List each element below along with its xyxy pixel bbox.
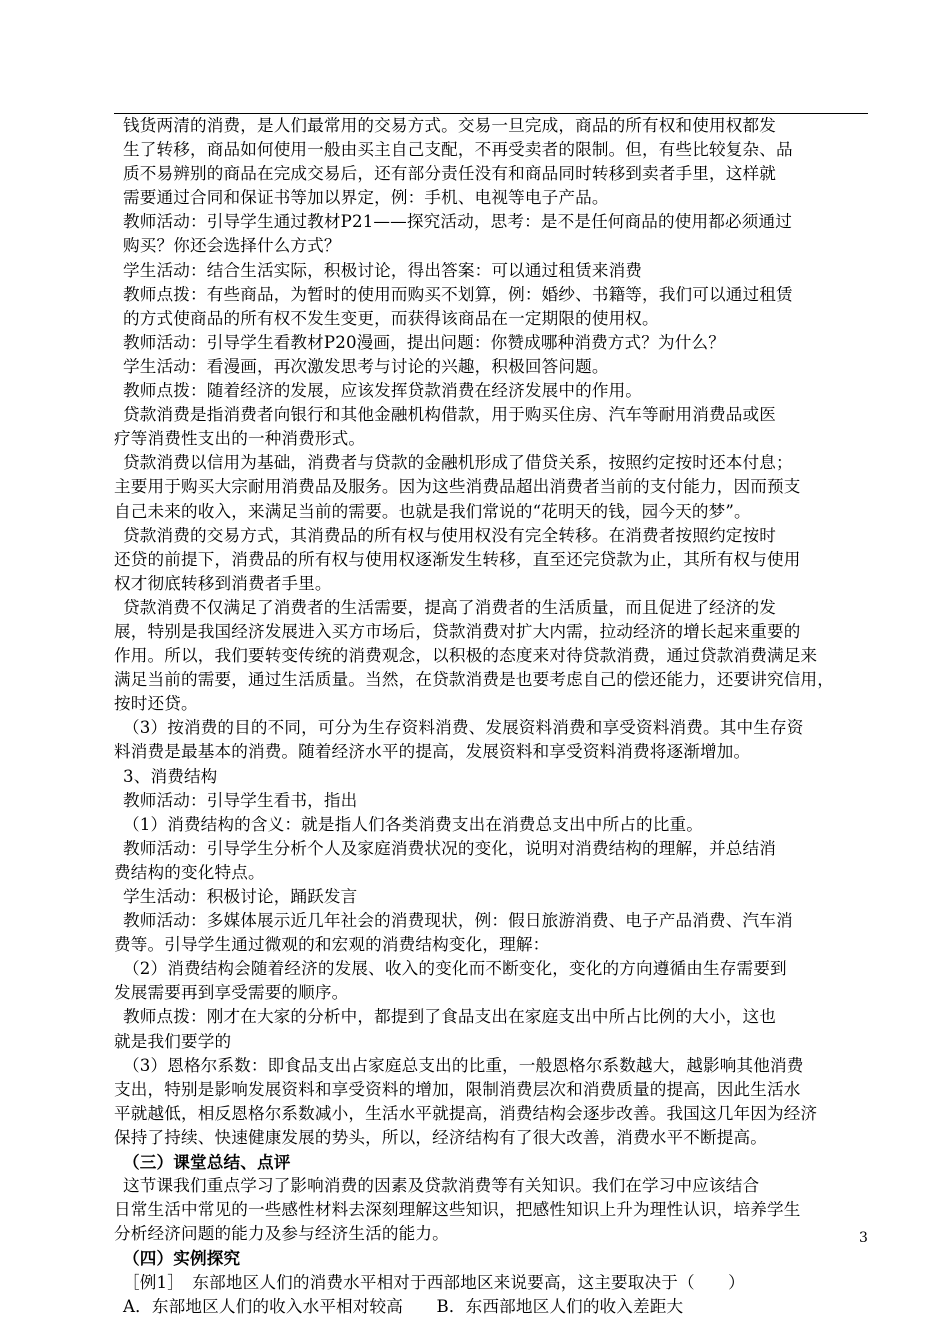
text-line: 教师活动：引导学生看书，指出: [123, 790, 358, 810]
text-line: 主要用于购买大宗耐用消费品及服务。因为这些消费品超出消费者当前的支付能力，因而预支: [114, 477, 801, 497]
text-line: 满足当前的需要，通过生活质量。当然，在贷款消费是也要考虑自己的偿还能力，还要讲究信用，: [114, 670, 834, 690]
section-heading-line: （三）课堂总结、点评: [123, 1152, 291, 1173]
text-line: 学生活动：结合生活实际，积极讨论，得出答案：可以通过租赁来消费: [123, 260, 643, 280]
text-line: ［例1］ 东部地区人们的消费水平相对于西部地区来说要高，这主要取决于（ ）: [123, 1272, 745, 1292]
text-line: 日常生活中常见的一些感性材料去深刻理解这些知识，把感性知识上升为理性认识，培养学生: [114, 1200, 801, 1220]
document-body: [114, 114, 868, 1319]
text-line: 贷款消费是指消费者向银行和其他金融机构借款，用于购买住房、汽车等耐用消费品或医: [123, 405, 777, 425]
text-line: （3）恩格尔系数：即食品支出占家庭总支出的比重，一般恩格尔系数越大，越影响其他消费: [123, 1055, 804, 1075]
text-line: 展，特别是我国经济发展进入买方市场后，贷款消费对扩大内需，拉动经济的增长起来重要的: [114, 621, 801, 641]
text-line: 贷款消费的交易方式，其消费品的所有权与使用权没有完全转移。在消费者按照约定按时: [123, 525, 777, 545]
text-line: 这节课我们重点学习了影响消费的因素及贷款消费等有关知识。我们在学习中应该结合: [123, 1176, 760, 1196]
text-line: （3）按消费的目的不同，可分为生存资料消费、发展资料消费和享受资料消费。其中生存资: [123, 718, 804, 738]
text-line: 教师点拨：有些商品，为暂时的使用而购买不划算，例：婚纱、书籍等，我们可以通过租赁: [123, 284, 793, 304]
text-line: （2）消费结构会随着经济的发展、收入的变化而不断变化，变化的方向遵循由生存需要到: [123, 959, 787, 979]
text-line: 料消费是最基本的消费。随着经济水平的提高，发展资料和享受资料消费将逐渐增加。: [114, 742, 751, 762]
text-line: 还贷的前提下，消费品的所有权与使用权逐渐发生转移，直至还完贷款为止，其所有权与使用: [114, 549, 801, 569]
text-line: 就是我们要学的: [114, 1031, 232, 1051]
text-line: 生了转移，商品如何使用一般由买主自己支配，不再受卖者的限制。但，有些比较复杂、品: [123, 140, 793, 160]
text-line: 作用。所以，我们要转变传统的消费观念，以积极的态度来对待贷款消费，通过贷款消费满足来: [114, 646, 818, 666]
text-line: 发展需要再到享受需要的顺序。: [114, 983, 349, 1003]
text-line: 费等。引导学生通过微观的和宏观的消费结构变化，理解：: [114, 935, 550, 955]
text-line: 教师点拨：刚才在大家的分析中，都提到了食品支出在家庭支出中所占比例的大小，这也: [123, 1007, 777, 1027]
text-line: 教师活动：引导学生通过教材P21——探究活动，思考：是不是任何商品的使用都必须通过: [123, 212, 792, 232]
text-line: 贷款消费不仅满足了消费者的生活需要，提高了消费者的生活质量，而且促进了经济的发: [123, 597, 777, 617]
text-line: 保持了持续、快速健康发展的势头，所以，经济结构有了很大改善，消费水平不断提高。: [114, 1127, 768, 1147]
text-line: 贷款消费以信用为基础，消费者与贷款的金融机形成了借贷关系，按照约定按时还本付息；: [123, 453, 793, 473]
text-line: 的方式使商品的所有权不发生变更，而获得该商品在一定期限的使用权。: [123, 308, 659, 328]
text-line: 学生活动：看漫画，再次激发思考与讨论的兴趣，积极回答问题。: [123, 356, 609, 376]
text-line: 质不易辨别的商品在完成交易后，还有部分责任没有和商品同时转移到卖者手里，这样就: [123, 164, 777, 184]
page-number: 3: [859, 1230, 868, 1246]
text-line: 3、消费结构: [123, 766, 218, 786]
text-line: 平就越低，相反恩格尔系数减小，生活水平就提高，消费结构会逐步改善。我国这几年因为经济: [114, 1103, 818, 1123]
text-line: 分析经济问题的能力及参与经济生活的能力。: [114, 1224, 449, 1244]
section-heading-line: （四）实例探究: [123, 1248, 241, 1269]
text-line: 需要通过合同和保证书等加以界定，例：手机、电视等电子产品。: [123, 188, 609, 208]
text-line: 学生活动：积极讨论，踊跃发言: [123, 887, 358, 906]
text-line: 教师活动：引导学生分析个人及家庭消费状况的变化，说明对消费结构的理解，并总结消: [123, 838, 777, 858]
text-line: 支出，特别是影响发展资料和享受资料的增加，限制消费层次和消费质量的提高，因此生活水: [114, 1079, 801, 1099]
text-line: A．东部地区人们的收入水平相对较高 B．东西部地区人们的收入差距大: [123, 1296, 684, 1316]
text-line: 自己未来的收入，来满足当前的需要。也就是我们常说的“花明天的钱，园今天的梦”。: [114, 501, 751, 521]
text-line: 按时还贷。: [114, 694, 198, 714]
text-line: 购买？你还会选择什么方式？: [123, 236, 341, 256]
text-line: 教师活动：多媒体展示近几年社会的消费现状，例：假日旅游消费、电子产品消费、汽车消: [123, 911, 793, 931]
text-line: 疗等消费性支出的一种消费形式。: [114, 429, 366, 449]
text-line: 教师点拨：随着经济的发展，应该发挥贷款消费在经济发展中的作用。: [123, 381, 643, 401]
text-line: 钱货两清的消费，是人们最常用的交易方式。交易一旦完成，商品的所有权和使用权都发: [123, 116, 777, 135]
text-line: 权才彻底转移到消费者手里。: [114, 573, 332, 593]
text-line: 费结构的变化特点。: [114, 862, 265, 882]
text-line: （1）消费结构的含义：就是指人们各类消费支出在消费总支出中所占的比重。: [123, 814, 703, 834]
text-line: 教师活动：引导学生看教材P20漫画，提出问题：你赞成哪种消费方式？为什么？: [123, 332, 726, 352]
